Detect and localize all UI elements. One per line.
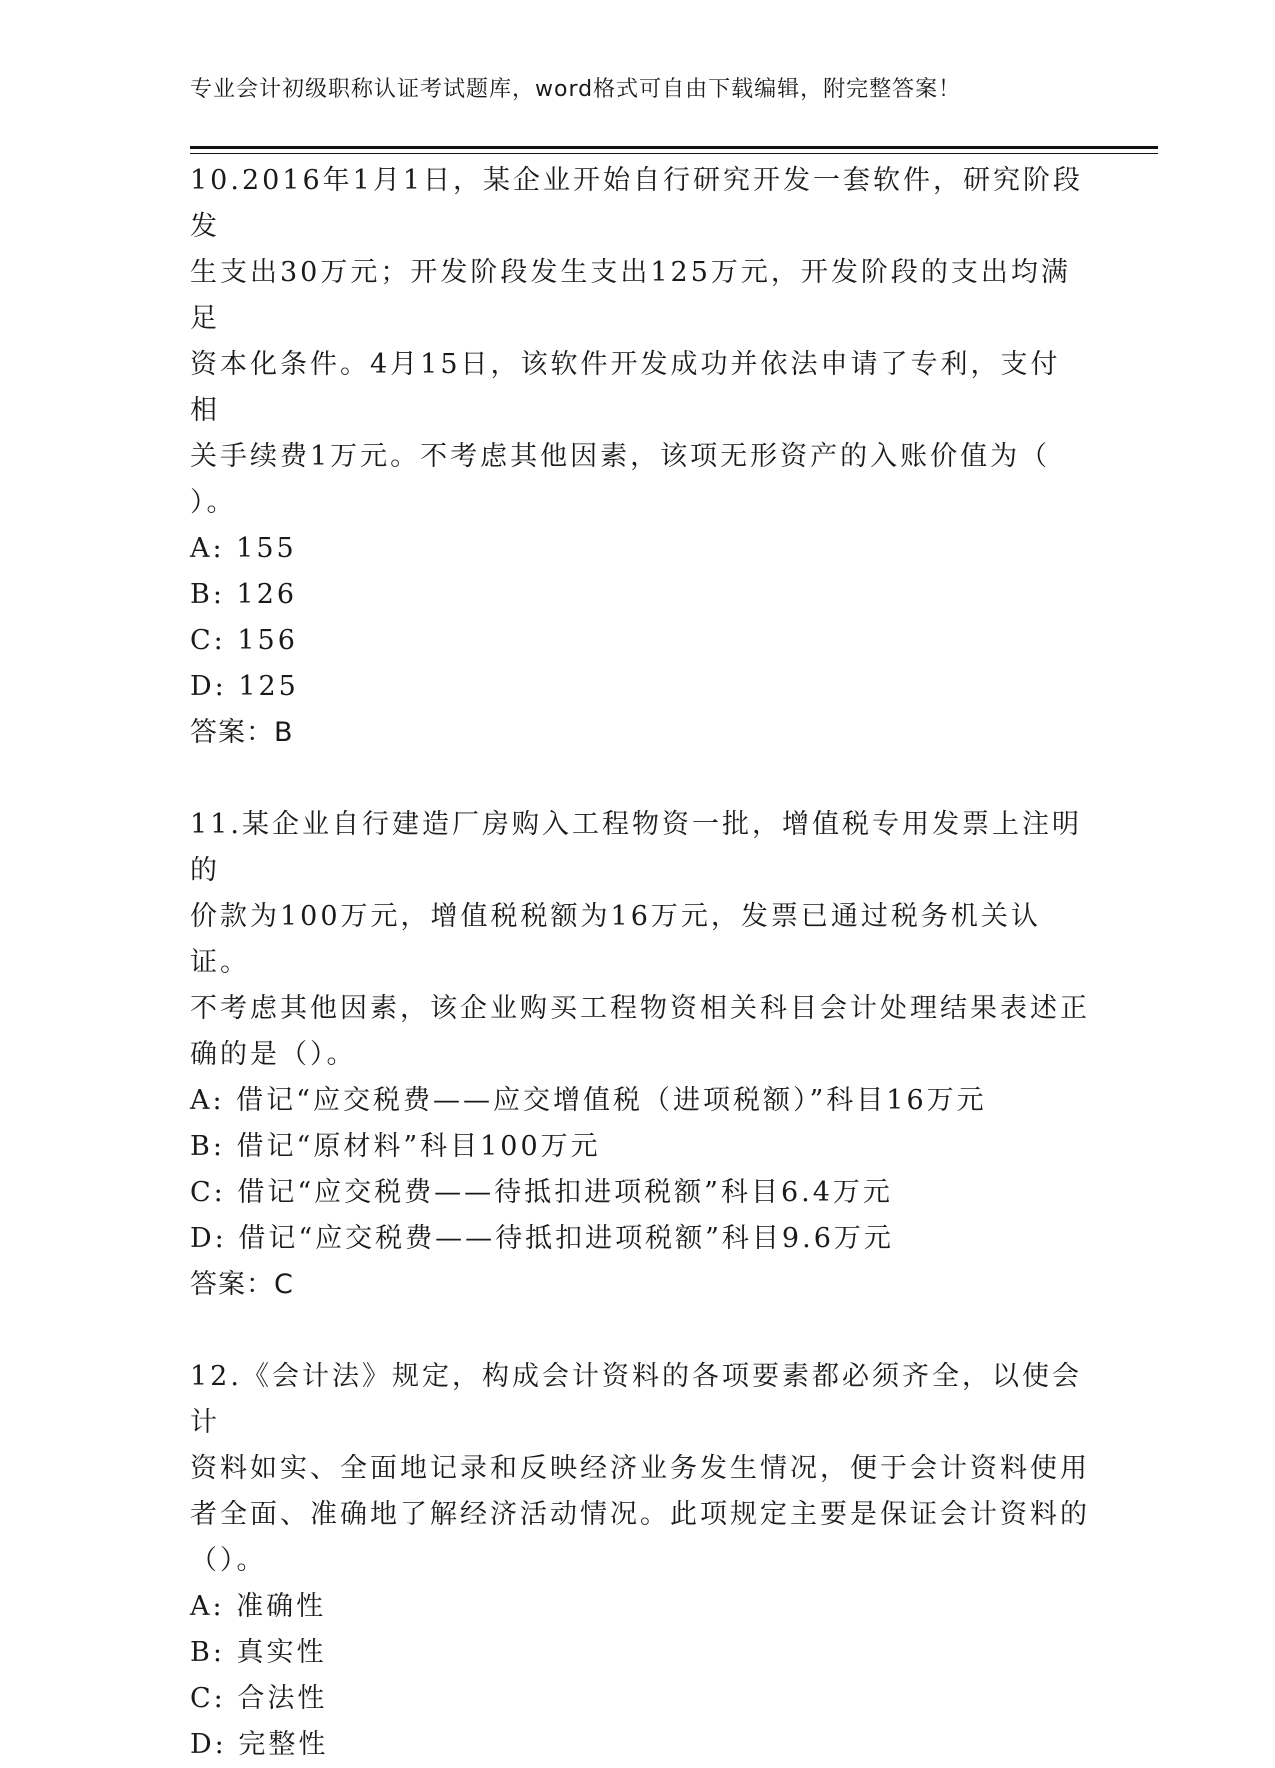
answer-label: 答案：C: [190, 1269, 294, 1300]
question-stem-line: 不考虑其他因素，该企业购买工程物资相关科目会计处理结果表述正: [190, 993, 1090, 1024]
option-b: B: 借记“原材料”科目100万元: [190, 1131, 601, 1162]
option-d: D: 借记“应交税费——待抵扣进项税额”科目9.6万元: [190, 1223, 894, 1254]
question-list: [190, 158, 1090, 1768]
question-stem-line: 11.某企业自行建造厂房购入工程物资一批，增值税专用发票上注明的: [190, 809, 1082, 886]
question-stem-line: ）。: [190, 487, 237, 518]
question-stem-line: 关手续费1万元。不考虑其他因素，该项无形资产的入账价值为（: [190, 441, 1051, 472]
question-stem-line: 12.《会计法》规定，构成会计资料的各项要素都必须齐全，以使会计: [190, 1361, 1082, 1438]
question-stem-line: 资料如实、全面地记录和反映经济业务发生情况，便于会计资料使用: [190, 1453, 1090, 1484]
document-header: 专业会计初级职称认证考试题库，word格式可自由下载编辑，附完整答案！: [190, 77, 962, 102]
option-c: C: 156: [190, 625, 298, 656]
question-spacer: [190, 756, 1090, 802]
question-stem-line: 确的是（）。: [190, 1039, 357, 1070]
option-b: B: 真实性: [190, 1637, 327, 1668]
question-stem-line: （）。: [190, 1545, 267, 1576]
option-d: D: 完整性: [190, 1729, 329, 1760]
question-spacer: [190, 1308, 1090, 1354]
option-a: A: 155: [190, 533, 297, 564]
question-stem-line: 者全面、准确地了解经济活动情况。此项规定主要是保证会计资料的: [190, 1499, 1090, 1530]
question-10: [190, 158, 1090, 756]
question-stem-line: 10.2016年1月1日，某企业开始自行研究开发一套软件，研究阶段发: [190, 165, 1084, 242]
option-c: C: 借记“应交税费——待抵扣进项税额”科目6.4万元: [190, 1177, 893, 1208]
question-stem-line: 资本化条件。4月15日，该软件开发成功并依法申请了专利，支付相: [190, 349, 1061, 426]
question-stem-line: 价款为100万元，增值税税额为16万元，发票已通过税务机关认证。: [190, 901, 1041, 978]
option-a: A: 借记“应交税费——应交增值税（进项税额）”科目16万元: [190, 1085, 987, 1116]
option-b: B: 126: [190, 579, 298, 610]
option-d: D: 125: [190, 671, 299, 702]
question-11: [190, 802, 1090, 1308]
answer-label: 答案：B: [190, 717, 294, 748]
option-c: C: 合法性: [190, 1683, 328, 1714]
question-12: [190, 1354, 1090, 1768]
header-rule-thin: [190, 153, 1158, 154]
option-a: A: 准确性: [190, 1591, 327, 1622]
header-rule-thick: [190, 146, 1158, 149]
question-stem-line: 生支出30万元；开发阶段发生支出125万元，开发阶段的支出均满足: [190, 257, 1071, 334]
